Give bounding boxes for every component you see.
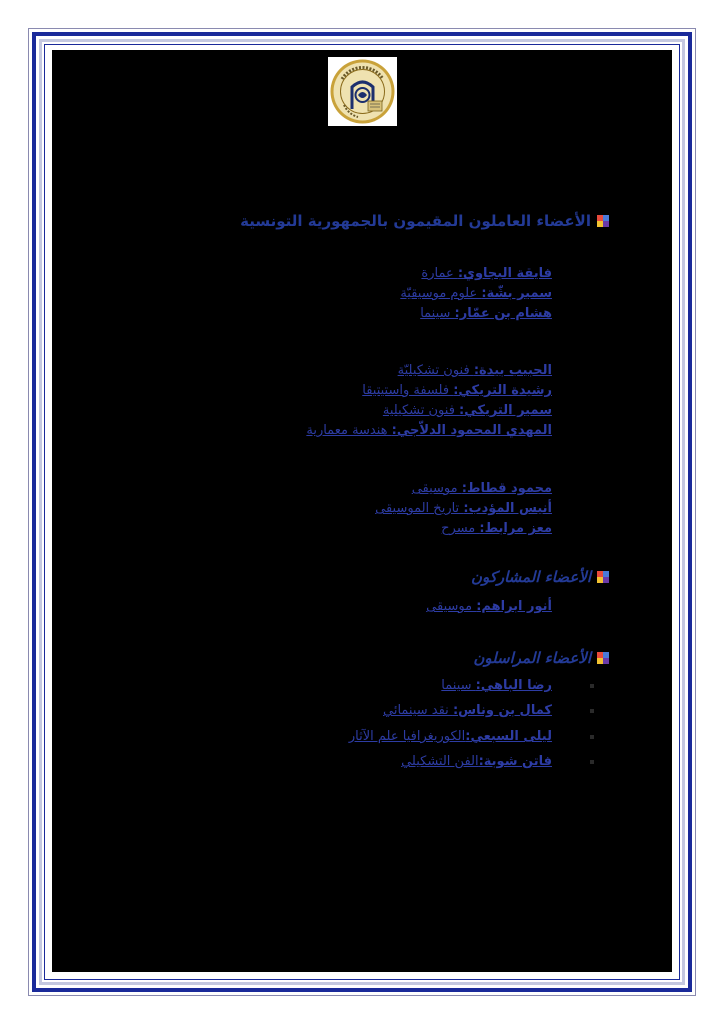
member-link[interactable]	[401, 754, 552, 770]
institution-seal-icon	[328, 57, 397, 126]
member-field: موسيقى	[426, 599, 477, 614]
squares-bullet-icon	[596, 651, 610, 665]
section-heading-resident-members	[240, 212, 610, 230]
list-bullet	[590, 760, 594, 764]
member-field: سينما	[420, 306, 455, 321]
member-field: نقد سينمائي	[382, 703, 453, 718]
list-bullet	[590, 684, 594, 688]
member-name: معز مرابط:	[479, 521, 552, 536]
member-field: هندسة معمارية	[306, 423, 392, 438]
member-field: موسيقى	[411, 481, 462, 496]
section-title: الأعضاء المراسلون	[473, 649, 591, 667]
member-link[interactable]	[400, 286, 552, 302]
member-link[interactable]	[426, 599, 552, 615]
member-name: الحبيب بيدة:	[473, 363, 552, 378]
member-name: سمير بشّة:	[481, 286, 552, 301]
section-heading-corresponding-members	[473, 649, 610, 667]
member-link[interactable]	[412, 481, 552, 497]
member-field: مسرح	[441, 521, 480, 536]
member-name: رضا الباهي:	[475, 678, 552, 693]
member-field: سينما	[441, 678, 476, 693]
member-field: فنون تشكيليّة	[397, 363, 474, 378]
member-field: الفن التشكيلي	[401, 754, 479, 769]
member-link[interactable]	[306, 423, 552, 439]
member-field: تاريخ الموسيقى	[375, 501, 464, 516]
member-link[interactable]	[441, 521, 552, 537]
member-link[interactable]	[383, 703, 552, 719]
list-bullet	[590, 735, 594, 739]
section-heading-associate-members	[471, 568, 610, 586]
member-name: ليلى السبعي:	[465, 729, 552, 744]
member-link[interactable]	[375, 501, 552, 517]
member-field: الكوريغرافيا علم الآثار	[348, 729, 466, 744]
section-title: الأعضاء المشاركون	[470, 568, 591, 586]
member-field: فلسفة واستيتيقا	[362, 383, 454, 398]
member-link[interactable]	[362, 383, 552, 399]
member-name: أنور ابراهم:	[476, 599, 552, 614]
member-link[interactable]	[398, 363, 552, 379]
list-bullet	[590, 709, 594, 713]
member-name: رشيدة التريكي:	[453, 383, 552, 398]
member-link[interactable]	[441, 678, 552, 694]
section-title: الأعضاء العاملون المقيمون بالجمهورية التونسية	[240, 212, 591, 230]
member-name: أنيس المؤدب:	[463, 501, 552, 516]
member-field: عمارة	[421, 266, 458, 281]
member-name: المهدي المحمود الدلاّجي:	[391, 423, 552, 438]
squares-bullet-icon	[596, 214, 610, 228]
member-link[interactable]	[420, 306, 552, 322]
document-page	[52, 50, 672, 972]
member-name: فايقة البجاوي:	[457, 266, 552, 281]
member-link[interactable]	[421, 266, 552, 282]
member-field: فنون تشكيلية	[382, 403, 460, 418]
member-field: علوم موسيقيّة	[400, 286, 482, 301]
member-name: هشام بن عمّار:	[454, 306, 552, 321]
squares-bullet-icon	[596, 570, 610, 584]
member-name: سمير التريكي:	[459, 403, 552, 418]
member-name: كمال بن وناس:	[452, 703, 552, 718]
member-name: فاتن شوبة:	[478, 754, 552, 769]
member-link[interactable]	[349, 729, 552, 745]
member-name: محمود قطاط:	[461, 481, 552, 496]
institution-logo	[328, 57, 397, 126]
member-link[interactable]	[383, 403, 552, 419]
